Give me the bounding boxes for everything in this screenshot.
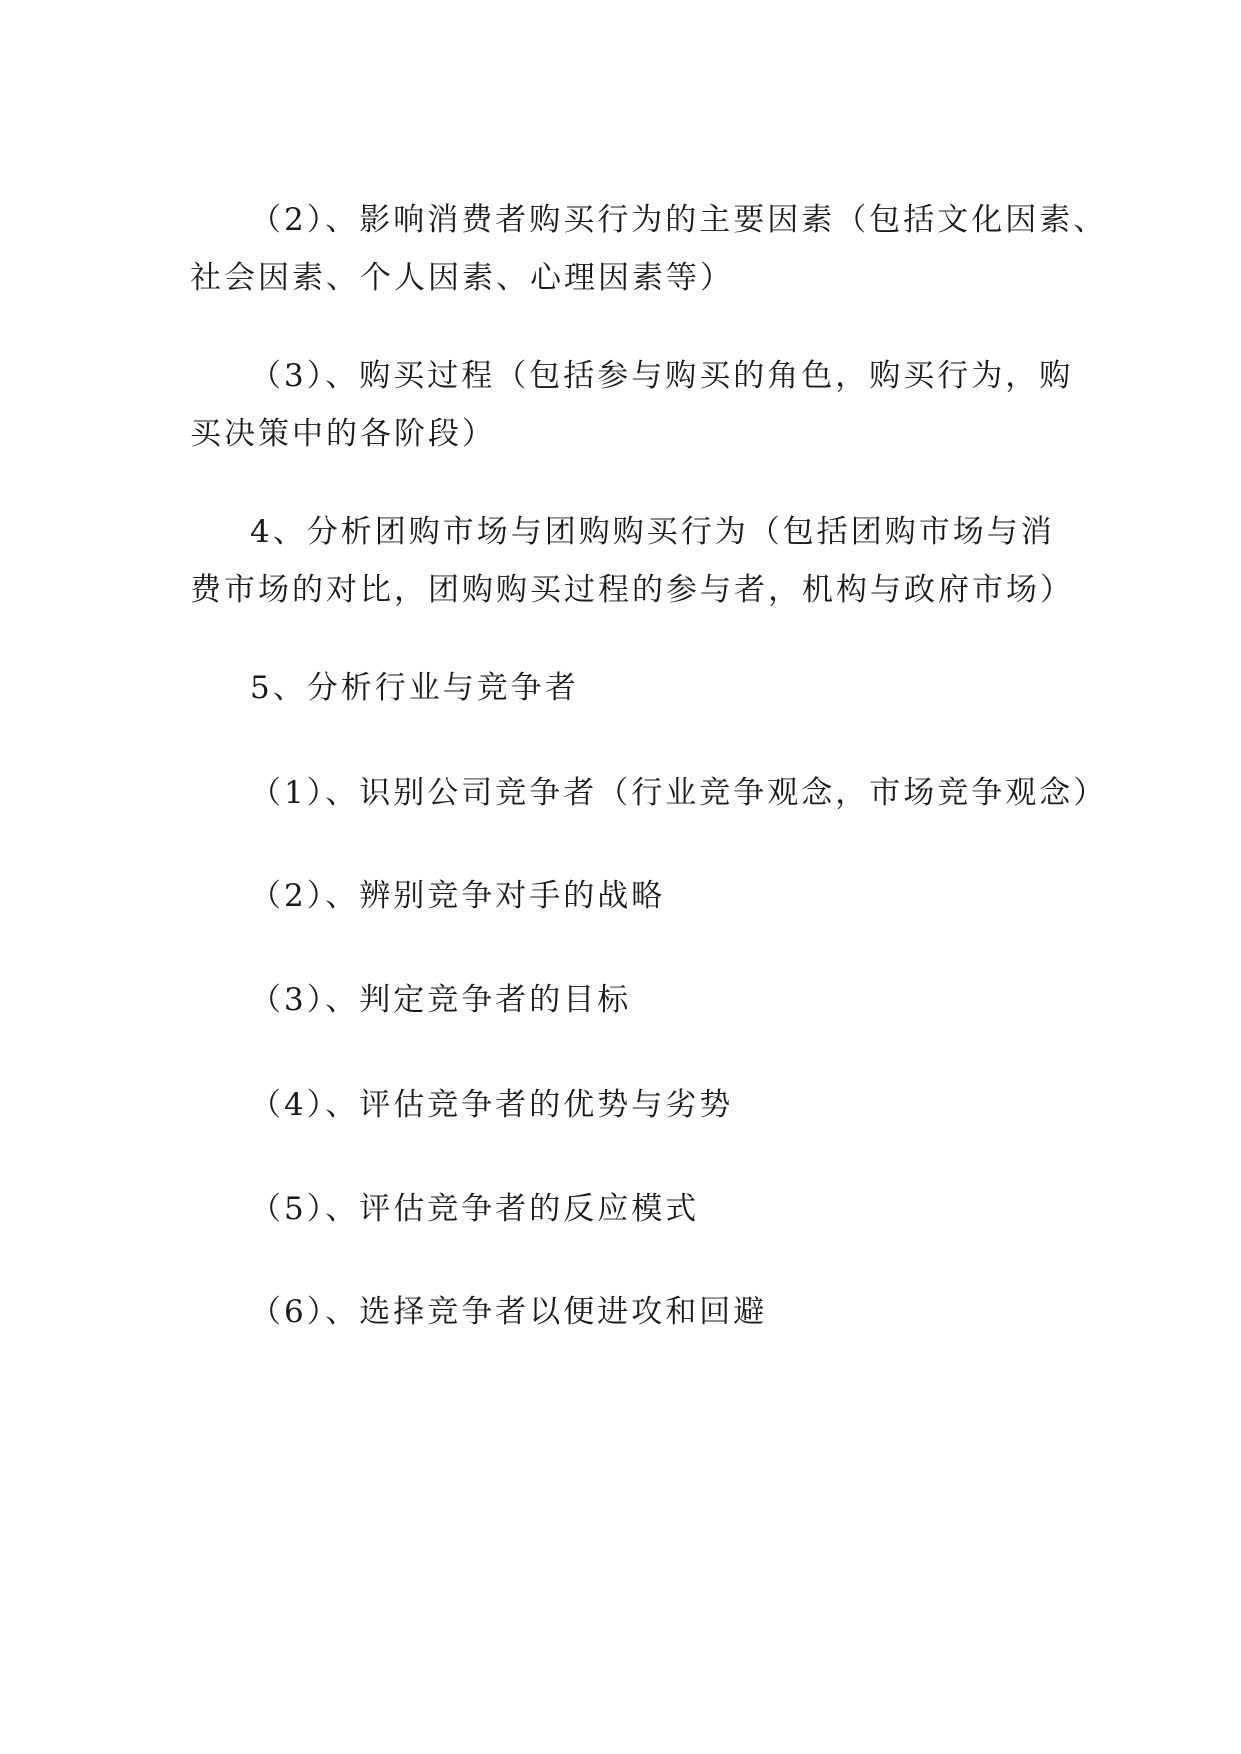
paragraph-line: 5、分析行业与竞争者 — [250, 670, 579, 706]
paragraph-identify-competitors — [190, 764, 1108, 822]
paragraph-line: 买决策中的各阶段） — [190, 416, 496, 452]
paragraph-competitor-strategy — [190, 867, 1060, 925]
paragraph-competitor-goals — [190, 971, 1060, 1029]
paragraph-line: 费市场的对比，团购购买过程的参与者，机构与政府市场） — [190, 572, 1074, 608]
paragraph-line: （6）、选择竞争者以便进攻和回避 — [250, 1294, 768, 1330]
paragraph-industry-competitors — [190, 659, 1060, 717]
paragraph-select-competitors — [190, 1283, 1060, 1341]
paragraph-line: （5）、评估竞争者的反应模式 — [250, 1191, 700, 1227]
paragraph-line: （2）、辨别竞争对手的战略 — [250, 878, 666, 914]
paragraph-line: （3）、判定竞争者的目标 — [250, 982, 632, 1018]
paragraph-purchase-factors — [190, 191, 1108, 307]
paragraph-group-purchase — [190, 503, 1074, 619]
paragraph-purchase-process — [190, 347, 1074, 463]
paragraph-line: （4）、评估竞争者的优势与劣势 — [250, 1087, 734, 1123]
paragraph-line: （2）、影响消费者购买行为的主要因素（包括文化因素、 — [250, 202, 1108, 238]
paragraph-line: （1）、识别公司竞争者（行业竞争观念，市场竞争观念） — [250, 775, 1108, 811]
paragraph-line: （3）、购买过程（包括参与购买的角色，购买行为，购 — [250, 358, 1074, 394]
paragraph-reaction-patterns — [190, 1180, 1060, 1238]
paragraph-line: 4、分析团购市场与团购购买行为（包括团购市场与消 — [250, 514, 1055, 550]
paragraph-line: 社会因素、个人因素、心理因素等） — [190, 260, 734, 296]
paragraph-strengths-weaknesses — [190, 1076, 1060, 1134]
